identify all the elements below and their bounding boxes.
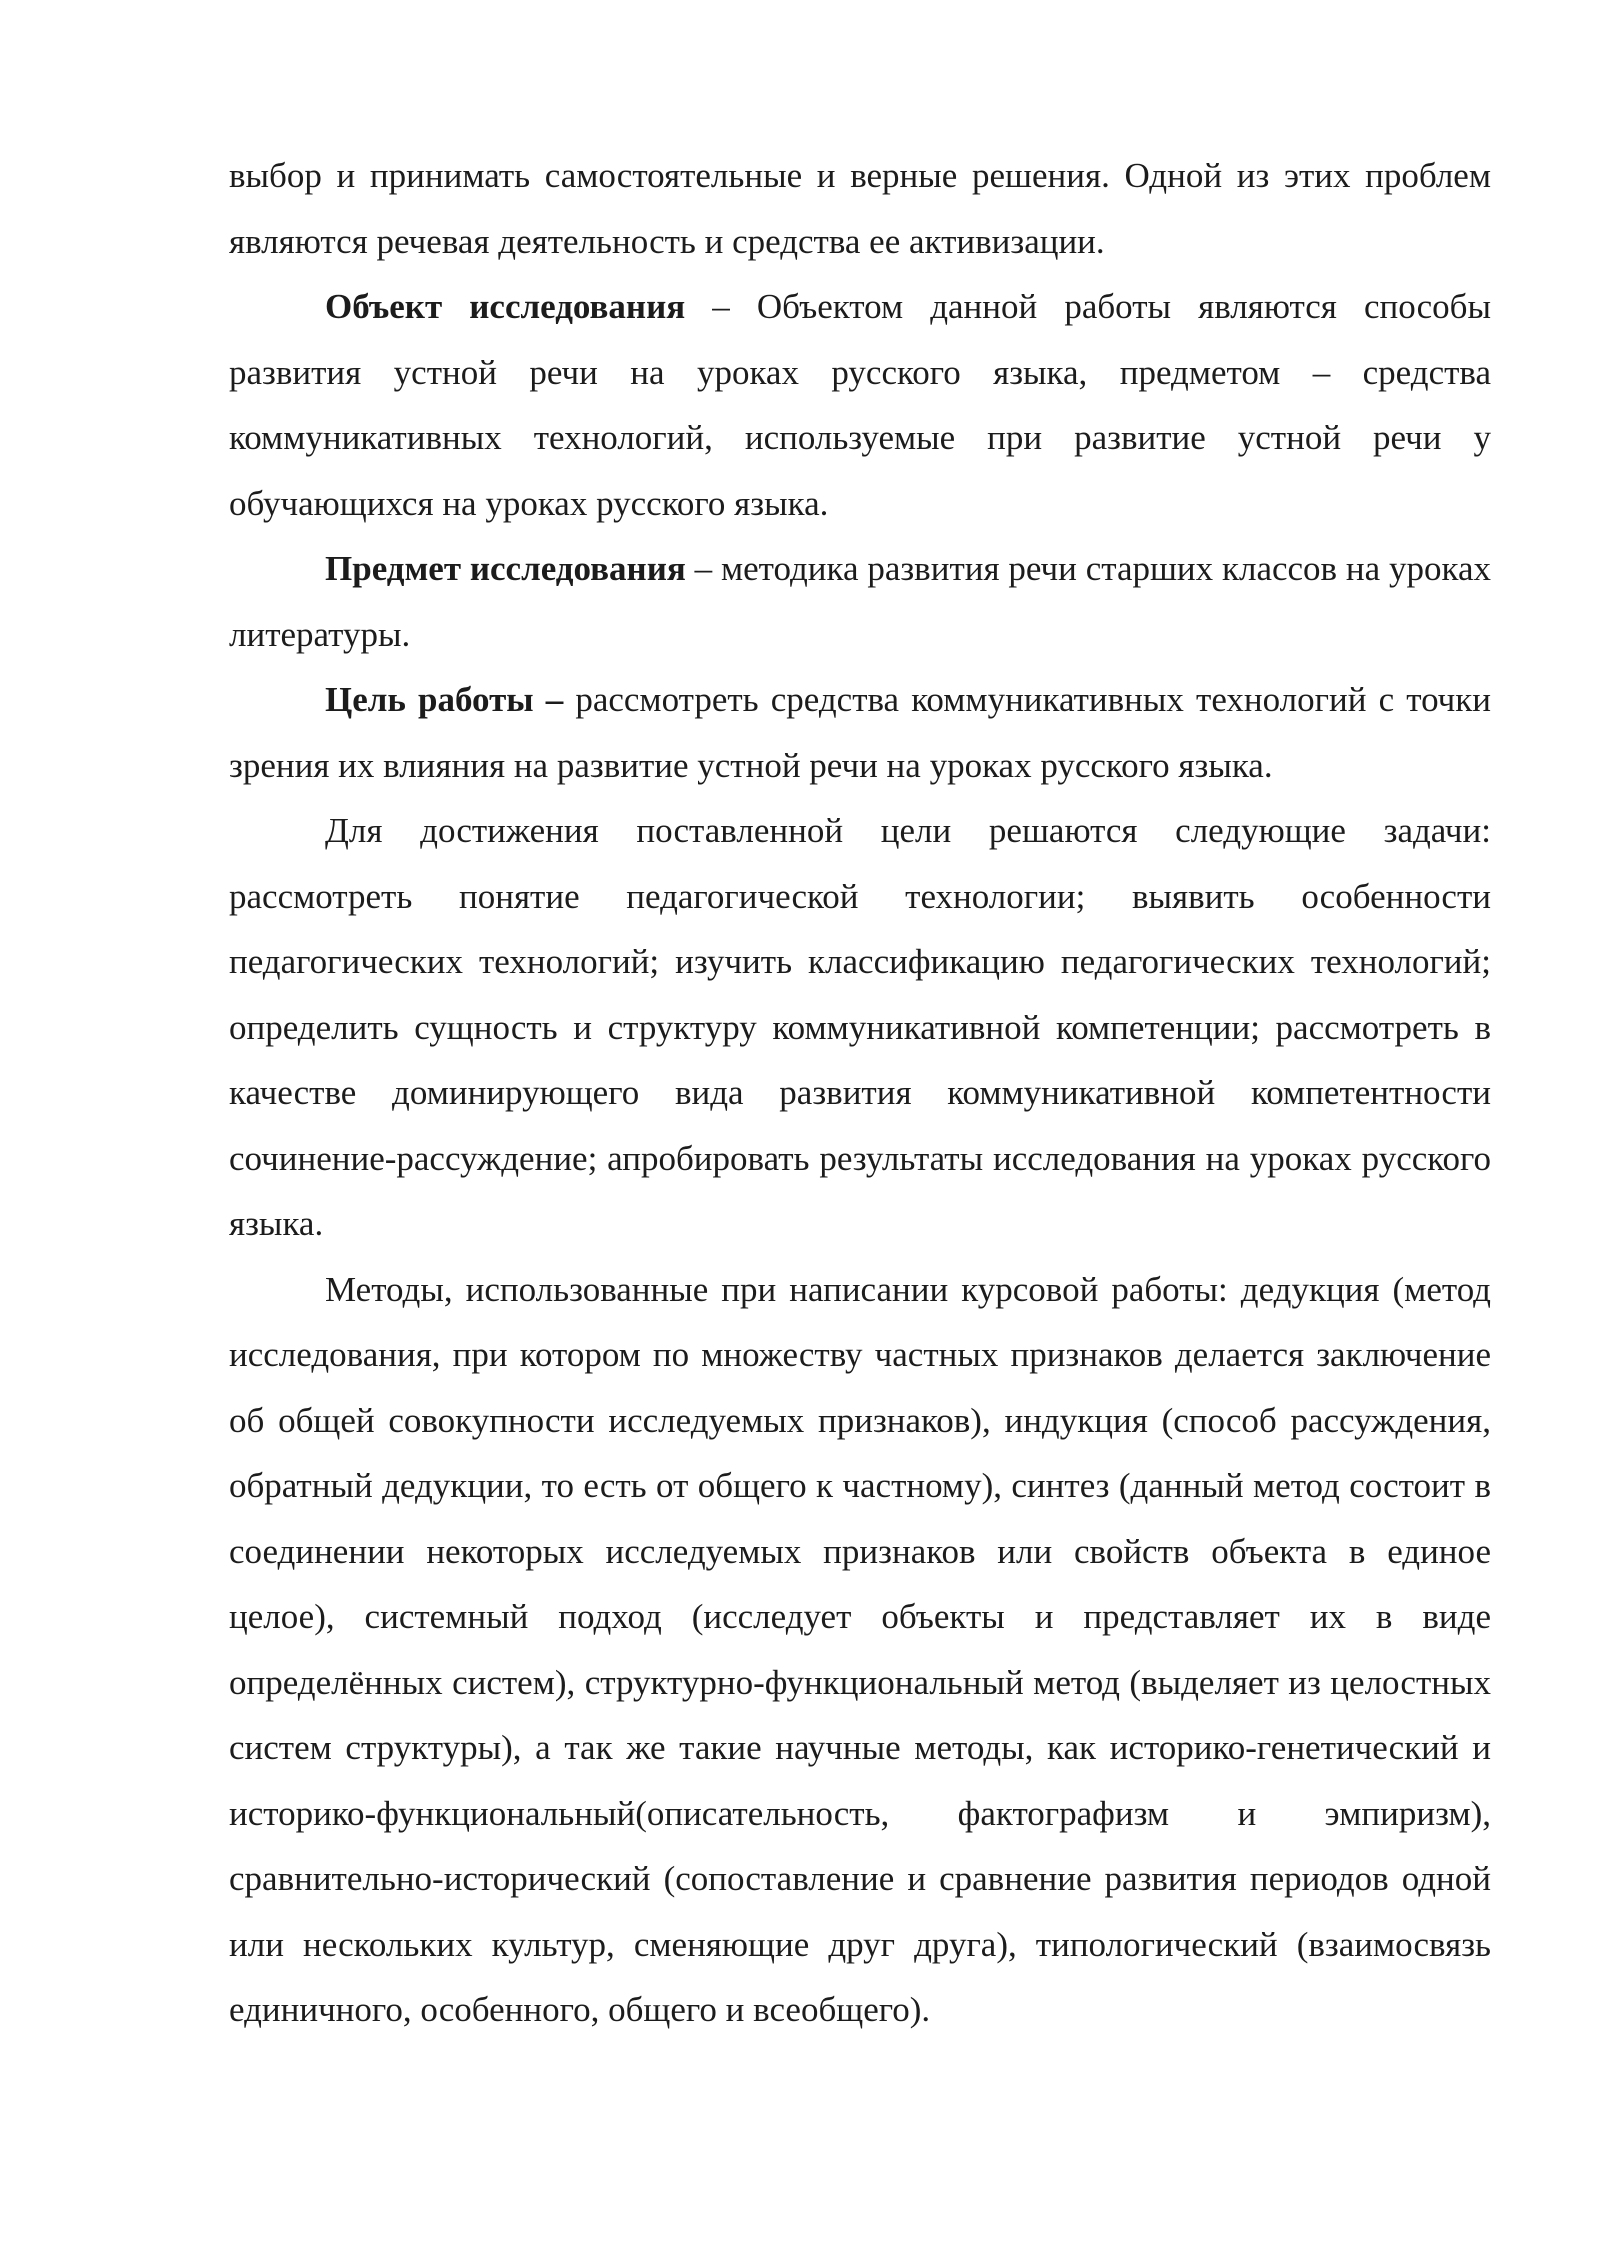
paragraph-text: выбор и принимать самостоятельные и верные решения. Одной из этих проблем являются речевая деятельность и средства ее активизации. [229, 156, 1491, 261]
paragraph-lead-bold: Предмет исследования [325, 549, 686, 588]
paragraph-methods [229, 1257, 1491, 2043]
paragraph-tasks [229, 798, 1491, 1257]
document-page [229, 143, 1491, 2043]
paragraph-work-goal [229, 667, 1491, 798]
paragraph-research-subject [229, 536, 1491, 667]
paragraph-lead-bold: Цель работы – [325, 680, 564, 719]
paragraph-text: Методы, использованные при написании курсовой работы: дедукция (метод исследования, при котором по множеству частных признаков делается заключение об общей совокупности исследуемых признаков), индукция (способ рассуждения, обратный дедукции, то есть от общего к частному), синтез (данный метод состоит в соединении некоторых исследуемых признаков или свойств объекта в единое целое), системный подход (исследует объекты и представляет их в виде определённых систем), структурно-функциональный метод (выделяет из целостных систем структуры), а так же такие научные методы, как историко-генетический и историко-функциональный(описательность, фактографизм и эмпиризм), сравнительно-исторический (сопоставление и сравнение развития периодов одной или нескольких культур, сменяющие друг друга), типологический (взаимосвязь единичного, особенного, общего и всеобщего). [229, 1269, 1491, 2029]
paragraph-text: рассмотреть средства коммуникативных технологий с точки зрения их влияния на развитие устной речи на уроках русского языка. [229, 680, 1491, 785]
paragraph-text: Для достижения поставленной цели решаются следующие задачи: рассмотреть понятие педагогической технологии; выявить особенности педагогических технологий; изучить классификацию педагогических технологий; определить сущность и структуру коммуникативной компетенции; рассмотреть в качестве доминирующего вида развития коммуникативной компетентности сочинение-рассуждение; апробировать результаты исследования на уроках русского языка. [229, 811, 1491, 1243]
paragraph-text: – методика развития речи старших классов на уроках литературы. [229, 549, 1491, 654]
paragraph-intro-continuation [229, 143, 1491, 274]
paragraph-research-object [229, 274, 1491, 536]
paragraph-lead-bold: Объект исследования [325, 287, 686, 326]
paragraph-text: – Объектом данной работы являются способы развития устной речи на уроках русского языка, предметом – средства коммуникативных технологий, используемые при развитие устной речи у обучающихся на уроках русского языка. [229, 287, 1491, 523]
